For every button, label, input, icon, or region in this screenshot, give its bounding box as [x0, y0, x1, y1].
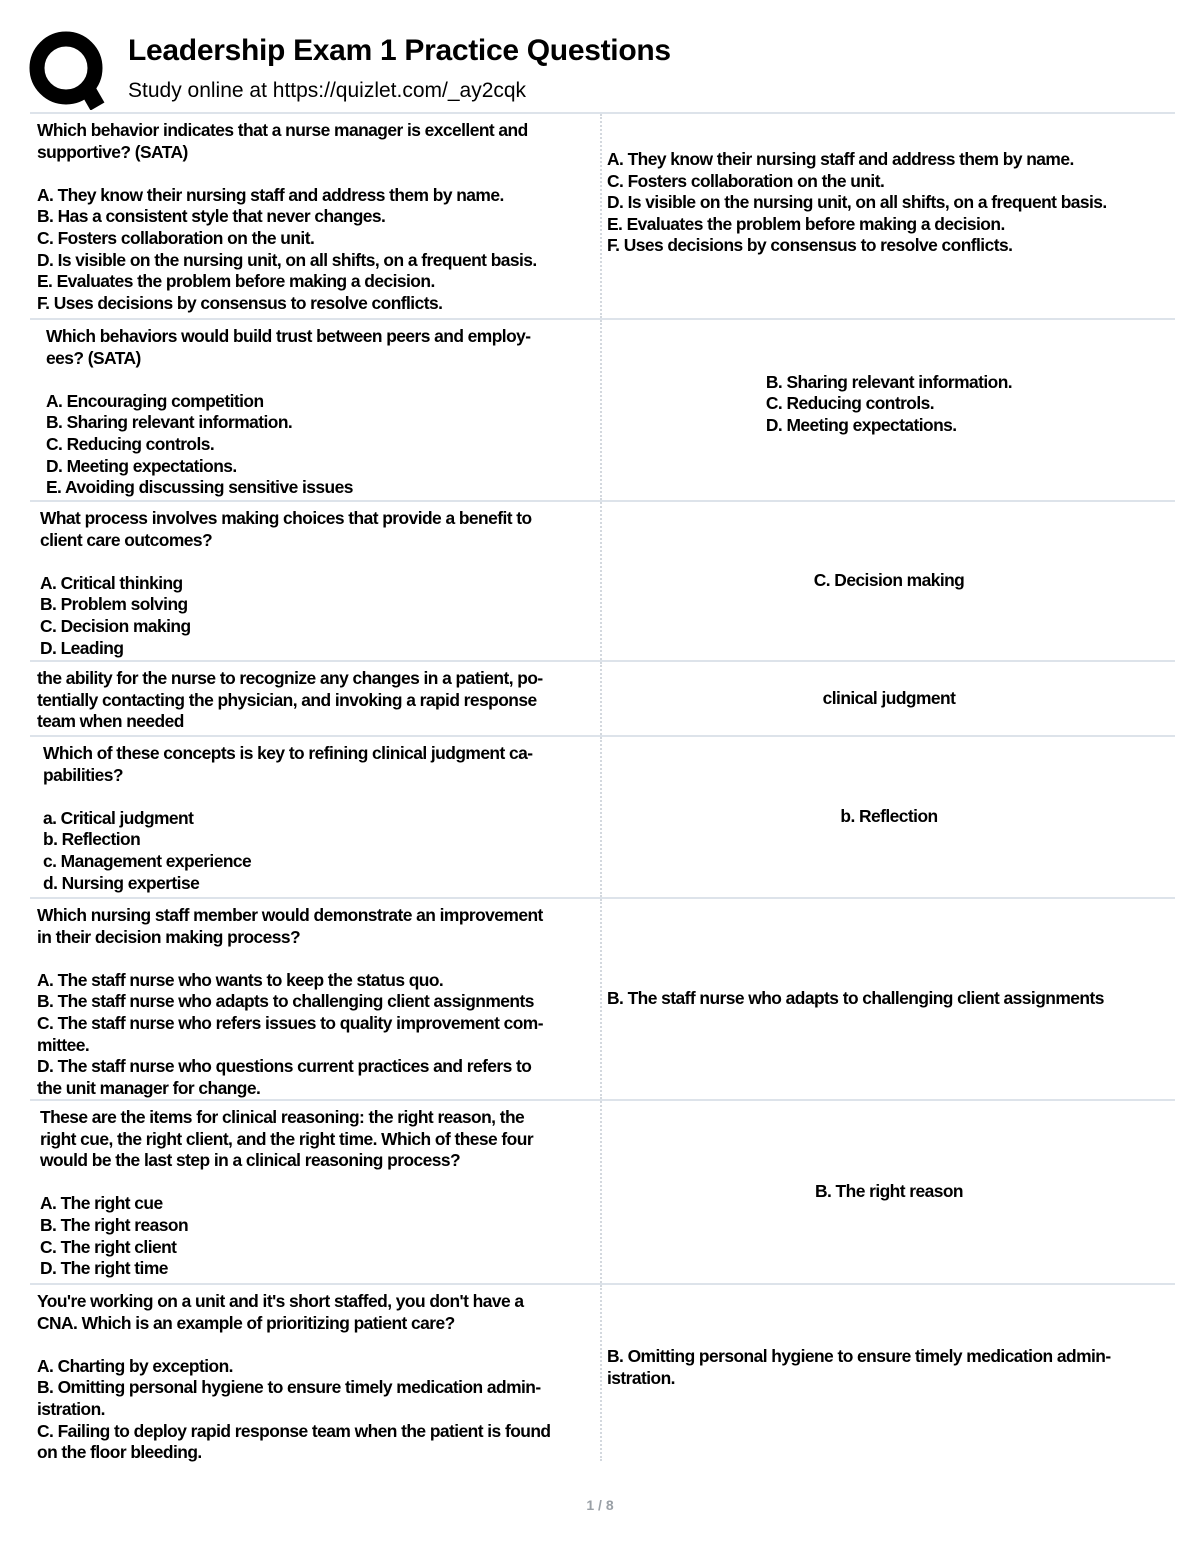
study-online-link[interactable]: Study online at https://quizlet.com/_ay2cqk — [128, 79, 527, 102]
flashcard — [30, 112, 1175, 318]
flashcard — [30, 660, 1175, 735]
card-term: These are the items for clinical reasoning: the right reason, the right cue, the right client, and the right time. Which of these four would be the last step in a clinical reasoning process? A. The right cue B. The right reason C. The right client D. The right time — [30, 1101, 602, 1283]
card-term: Which behaviors would build trust between peers and employ- ees? (SATA) A. Encouraging competition B. Sharing relevant information. C. Reducing controls. D. Meeting expectations. E. Avoiding discussing sensitive issues — [30, 320, 602, 500]
card-definition — [602, 320, 1175, 500]
card-definition-text: B. Omitting personal hygiene to ensure timely medication admin- istration. — [607, 1346, 1111, 1388]
card-definition — [602, 1285, 1175, 1461]
card-term: You're working on a unit and it's short staffed, you don't have a CNA. Which is an example of prioritizing patient care? A. Charting by exception. B. Omitting personal hygiene to ensure timely medication admin- istration. C. Failing to deploy rapid response team when the patient is found on the floor bleeding. — [30, 1285, 602, 1461]
card-definition-text: B. The right reason — [814, 1181, 964, 1202]
card-definition — [602, 899, 1175, 1099]
card-definition-text: B. The staff nurse who adapts to challenging client assignments — [607, 988, 1104, 1009]
flashcard — [30, 500, 1175, 660]
card-definition-text: b. Reflection — [840, 806, 938, 827]
flashcard-list — [30, 112, 1175, 1461]
card-definition — [602, 114, 1175, 318]
flashcard — [30, 1283, 1175, 1461]
card-term: Which nursing staff member would demonstrate an improvement in their decision making process? A. The staff nurse who wants to keep the status quo. B. The staff nurse who adapts to challenging client assignments C. The staff nurse who refers issues to quality improvement com- mittee. D. The staff nurse who questions current practices and refers to the unit manager for change. — [30, 899, 602, 1099]
card-term: What process involves making choices that provide a benefit to client care outcomes? A. Critical thinking B. Problem solving C. Decision making D. Leading — [30, 502, 602, 660]
card-definition — [602, 1101, 1175, 1283]
flashcard — [30, 897, 1175, 1099]
card-definition — [602, 502, 1175, 660]
page-number: 1 / 8 — [586, 1497, 614, 1513]
card-definition — [602, 662, 1175, 735]
page-title: Leadership Exam 1 Practice Questions — [128, 34, 671, 67]
card-definition-text: C. Decision making — [813, 570, 965, 591]
flashcard — [30, 735, 1175, 897]
card-definition-text: B. Sharing relevant information. C. Reducing controls. D. Meeting expectations. — [765, 371, 1013, 435]
page-header — [28, 26, 1176, 110]
card-definition-text: A. They know their nursing staff and address them by name. C. Fosters collaboration on the unit. D. Is visible on the nursing unit, on all shifts, on a frequent basis. E. Evaluates the problem before making a decision. F. Uses decisions by consensus to resolve conflicts. — [607, 149, 1107, 256]
quizlet-logo-icon — [28, 30, 108, 110]
card-definition-text: clinical judgment — [822, 687, 956, 708]
card-definition — [602, 737, 1175, 897]
flashcard — [30, 318, 1175, 500]
card-term: Which behavior indicates that a nurse manager is excellent and supportive? (SATA) A. They know their nursing staff and address them by name. B. Has a consistent style that never changes. C. Fosters collaboration on the unit. D. Is visible on the nursing unit, on all shifts, on a frequent basis. E. Evaluates the problem before making a decision. F. Uses decisions by consensus to resolve conflicts. — [30, 114, 602, 318]
card-term: Which of these concepts is key to refining clinical judgment ca- pabilities? a. Critical judgment b. Reflection c. Management experience d. Nursing expertise — [30, 737, 602, 897]
card-term: the ability for the nurse to recognize any changes in a patient, po- tentially contacting the physician, and invoking a rapid response team when needed — [30, 662, 602, 735]
flashcard — [30, 1099, 1175, 1283]
